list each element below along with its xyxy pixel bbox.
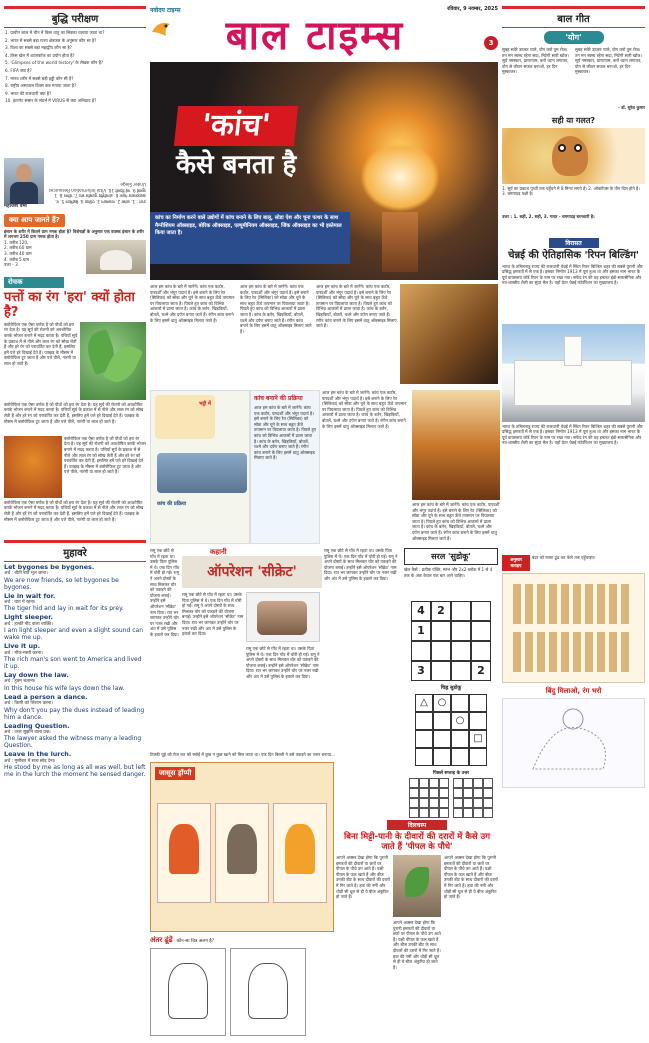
sudoku-rules: खेल कैसे : प्रत्येक पंक्ति, स्तंभ और 2x2 ब्लॉक में 1 से 4 तक के अंक केवल एक बार आने चाहिए। [404,567,493,578]
spot-difference [150,936,334,1040]
story-label: कहानी [210,548,227,556]
sudoku-cell[interactable] [471,621,491,641]
page-number: 3 [484,36,498,50]
process-box [250,390,320,544]
comic-intro [150,752,404,760]
idiom-meaning: अर्थ : हल्की नींद वाला व्यक्ति। [4,621,53,627]
shape-cell[interactable] [433,730,451,748]
hero-caption: कांच का निर्माण करने वाले उद्योगों में कांच बनाने के लिए बालू, सोडा ऐश और चूना पत्थर के साथ मैग्नीशियम ऑक्साइड, बोरिक ऑक्साइड, एल्यूमीनियम ऑक्साइड, जिंक ऑक्साइड का भी इस्तेमाल किया जाता है। [150,212,350,264]
autumn-leaves-photo [4,436,62,498]
idiom-example: In this house his wife lays down the law. [4,684,125,692]
glass-article-cont [322,390,500,544]
dilchasp-section [336,820,498,1040]
idiom-example: I am light sleeper and even a slight sound can wake me up. [4,627,144,642]
answer-cell [473,798,483,808]
shape-cell[interactable] [415,730,433,748]
answer-cell [453,798,463,808]
connect-dots-heading: बिंदु मिलाओ, रंग भरो [545,686,602,695]
comic-strip [150,762,334,932]
idioms-list [4,562,146,779]
idiom-meaning: अर्थ : उत्तर सुझाने वाला प्रश्न। [4,730,51,736]
bird-logo-icon [150,18,174,42]
shape-cell[interactable] [433,712,451,730]
salt-photo [86,240,146,274]
idiom-meaning: अर्थ : बीती बातें भूल जाना। [4,571,48,577]
diagram-label-3: कांच बनाने की प्रक्रिया [254,395,303,402]
peepal-wall-photo [393,855,441,917]
shape-cell[interactable] [451,730,469,748]
author-name: महाजेश वर्मा [4,204,27,209]
hero-quote: 'कांच' [174,106,298,146]
answer-cell [409,808,419,818]
answer-cell [453,808,463,818]
comic-panel-3 [273,803,327,903]
interesting-title: पत्तों का रंग 'हरा' क्यों होता है? [4,289,135,320]
answer-cell [409,798,419,808]
issue-date: रविवार, 9 नवम्बर, 2025 [447,6,498,12]
comic-panels [157,803,327,913]
interesting-body-2 [4,436,146,498]
sudoku-cell[interactable] [451,641,471,661]
idiom-item [4,694,146,721]
idiom-meaning: अर्थ : मुसीबत में साथ छोड़ देना। [4,758,56,764]
story-col-left: रामू एक छोटे से गाँव में रहता था। उसके पिता पुलिस में थे। एक दिन गाँव में चोरी हो गई। रामू ने अपने दोस्तों के साथ मिलकर चोर को पकड़ने की योजना बनाई। उन्होंने इसे ऑपरेशन 'सीक्रेट' नाम दिया। रात भर जागकर उन्होंने चोर पर नजर रखी और अंत में उसे पुलिस के हवाले कर दिया। [150,548,180,637]
true-false-heading: सही या गलत? [551,115,596,125]
sudoku-cell[interactable] [471,601,491,621]
idiom-example: The lawyer asked the witness many a leading Question. [4,735,142,750]
answer-cell [483,808,493,818]
right-column [502,6,645,788]
heritage-label: विरासत [549,238,599,248]
idiom-item [4,593,146,613]
article-col-5: आज हम कांच के बारे में जानेंगे। कांच एक कठोर, पारदर्शी और भंगुर पदार्थ है। इसे बनाने के लिए रेत (सिलिका) को सोडा और चूने के साथ बहुत ऊँचे तापमान पर पिघलाया जाता है। पिघले हुए कांच को विभिन्न आकारों में ढाला जाता है। कांच के बर्तन, खिड़कियाँ, बोतलें, चश्मे और दर्पण बनाए जाते हैं। रंगीन कांच बनाने के लिए इसमें धातु ऑक्साइड मिलाए जाते हैं। [412,502,500,541]
dilchasp-title: बिना मिट्टी-पानी के दीवारों की दरारों में कैसे उग जाते हैं 'पीपल के पौधे' [343,832,491,852]
shape-cell[interactable]: □ [469,730,487,748]
process-box-text: आज हम कांच के बारे में जानेंगे। कांच एक कठोर, पारदर्शी और भंगुर पदार्थ है। इसे बनाने के लिए रेत (सिलिका) को सोडा और चूने के साथ बहुत ऊँचे तापमान पर पिघलाया जाता है। पिघले हुए कांच को विभिन्न आकारों में ढाला जाता है। कांच के बर्तन, खिड़कियाँ, बोतलें, चश्मे और दर्पण बनाए जाते हैं। रंगीन कांच बनाने के लिए इसमें धातु ऑक्साइड मिलाए जाते हैं। [254,405,317,461]
did-you-know-options [4,240,84,274]
article-col-1: आज हम कांच के बारे में जानेंगे। कांच एक कठोर, पारदर्शी और भंगुर पदार्थ है। इसे बनाने के लिए रेत (सिलिका) को सोडा और चूने के साथ बहुत ऊँचे तापमान पर पिघलाया जाता है। पिघले हुए कांच को विभिन्न आकारों में ढाला जाता है। कांच के बर्तन, खिड़कियाँ, बोतलें, चश्मे और दर्पण बनाए जाते हैं। रंगीन कांच बनाने के लिए इसमें धातु ऑक्साइड मिलाए जाते हैं। [150,284,235,323]
idiom-item [4,723,146,750]
spot-image-2 [230,948,306,1036]
dilchasp-label: दिलचस्प [387,820,447,830]
article-col-2: आज हम कांच के बारे में जानेंगे। कांच एक कठोर, पारदर्शी और भंगुर पदार्थ है। इसे बनाने के लिए रेत (सिलिका) को सोडा और चूने के साथ बहुत ऊँचे तापमान पर पिघलाया जाता है। पिघले हुए कांच को विभिन्न आकारों में ढाला जाता है। कांच के बर्तन, खिड़कियाँ, बोतलें, चश्मे और दर्पण बनाए जाते हैं। रंगीन कांच बनाने के लिए इसमें धातु ऑक्साइड मिलाए जाते हैं। [240,284,312,334]
sudoku-cell[interactable] [431,661,451,681]
interesting-body [4,322,146,400]
sudoku-heading: सरल 'सुडोकू' [404,548,498,565]
quiz-question: 2. भारत में सबसे बड़ा राज्य क्षेत्रफल के अनुसार कौन सा है? [5,37,97,43]
shape-cell[interactable]: ○ [451,712,469,730]
idioms-heading: मुहावरे [4,540,146,562]
did-you-know-option: 3. करीब 40 ग्राम [4,250,32,256]
sudoku-cell[interactable] [431,641,451,661]
maze-header [502,555,645,571]
quiz-question: 6. FIFA क्या है? [5,67,32,73]
spot-header [150,936,334,945]
idiom-meaning: अर्थ : हुक्म चलाना। [4,679,36,685]
leaves-photo [80,322,146,400]
hero-title: कैसे बनता है [176,150,297,180]
idiom-meaning: अर्थ : मौज-मस्ती करना। [4,650,43,656]
idiom-example: The tiger hid and lay in wait for its prey. [4,605,124,613]
idiom-meaning: अर्थ : किसी को परेशान करना। [4,701,53,707]
interesting-label: रोचक [4,277,64,288]
interesting-text-1: क्लोरोफिल एक ऐसा वर्णक है जो पौधों को हरा रंग देता है। यह सूर्य की रोशनी को अवशोषित करके भोजन बनाने में मदद करता है। पत्तियाँ सूर्य के प्रकाश में से नीले और लाल रंग को सोख लेती हैं और हरे रंग को परावर्तित कर देती हैं, इसलिए हमें पत्ते हरे दिखाई देते हैं। पतझड़ के मौसम में क्लोरोफिल टूट जाता है और पत्ते पीले, नारंगी या लाल हो जाते हैं। [4,321,78,366]
owl-illustration [502,128,645,184]
interesting-text-3: क्लोरोफिल एक ऐसा वर्णक है जो पौधों को हरा रंग देता है। यह सूर्य की रोशनी को अवशोषित करके भोजन बनाने में मदद करता है। पत्तियाँ सूर्य के प्रकाश में से नीले और लाल रंग को सोख लेती हैं और हरे रंग को परावर्तित कर देती हैं, इसलिए हमें पत्ते हरे दिखाई देते हैं। पतझड़ के मौसम में क्लोरोफिल टूट जाता है और पत्ते पीले, नारंगी या लाल हो जाते हैं। [64,435,146,475]
answer-cell [429,778,439,788]
spot-question: कौन-सा चित्र अलग है? [176,938,215,944]
connect-dots-illustration [502,698,645,788]
comic-title: जासूस ड्रॉप्पी [155,767,195,780]
idiom-example: Why don't you pay the dues instead of leading him a dance. [4,706,145,721]
idiom-phrase: Live it up. [4,642,41,651]
dilchasp-col-2: आपने अक्सर देखा होगा कि पुरानी इमारतों की दीवारों या छतों पर पीपल के पौधे उग आते हैं। पक्षी पीपल के फल खाते हैं और बीज उनकी बीट के साथ दीवारों की दरारों में गिर जाते हैं। हवा की नमी और थोड़ी सी धूल से ही ये बीज अंकुरित हो जाते हैं। [393,920,441,970]
idiom-phrase: Leave in the lurch. [4,750,72,759]
author-photo [4,158,44,204]
answer-grids [404,778,498,818]
quiz-question: 10. इंटरनेट संसार के संदर्भ में VIRUS से क्या अभिप्राय है? [5,98,97,104]
did-you-know-body [4,240,146,274]
sudoku-grid [411,601,491,681]
shape-cell[interactable] [433,748,451,766]
answer-cell [409,788,419,798]
dilchasp-middle [393,855,441,1025]
shapes-grid [415,694,487,766]
did-you-know-option: उत्तर - 3 [4,262,18,268]
story-illustration [246,592,320,642]
did-you-know-text: इंसान के शरीर में कितने ग्राम नमक होता है? विशेषज्ञों के अनुसार एक वयस्क इंसान के शरीर में लगभग 250 ग्राम नमक होता है। [4,228,144,240]
answer-cell [483,788,493,798]
shape-cell[interactable] [451,748,469,766]
shape-cell[interactable] [415,748,433,766]
shape-cell[interactable] [469,712,487,730]
comic-panel-2 [215,803,269,903]
answer-cell [429,788,439,798]
diagram-label-2: कांच की प्रक्रिया [157,501,187,507]
ripon-building-photo [502,324,645,422]
answer-cell [453,778,463,788]
dilchasp-col-3: आपने अक्सर देखा होगा कि पुरानी इमारतों की दीवारों या छतों पर पीपल के पौधे उग आते हैं। पक्षी पीपल के फल खाते हैं और बीज उनकी बीट के साथ दीवारों की दरारों में गिर जाते हैं। हवा की नमी और थोड़ी सी धूल से ही ये बीज अंकुरित हो जाते हैं। [444,855,498,900]
answers-upside-down: उत्तर : 1. कांसा 2. राजस्थान 3. एशिया 4. बैडमिंटन 5. पं. जवाहरलाल नेहरू 6. अंतर्राष्ट्रीय फुटबॉल संघ 7. फीमर 8. 1 जुलाई 9. नई दिल्ली 10. Vital Information Resources Under Siege [48,182,146,204]
answer-cell [463,808,473,818]
interesting-text-2: क्लोरोफिल एक ऐसा वर्णक है जो पौधों को हरा रंग देता है। यह सूर्य की रोशनी को अवशोषित करके भोजन बनाने में मदद करता है। पत्तियाँ सूर्य के प्रकाश में से नीले और लाल रंग को सोख लेती हैं और हरे रंग को परावर्तित कर देती हैं, इसलिए हमें पत्ते हरे दिखाई देते हैं। पतझड़ के मौसम में क्लोरोफिल टूट जाता है और पत्ते पीले, नारंगी या लाल हो जाते हैं। [4,401,144,424]
diagram-label-1: भट्ठी में [199,401,211,407]
answer-cell [419,798,429,808]
idiom-phrase: Let bygones be bygones. [4,562,95,571]
answer-cell [419,788,429,798]
heritage-text: भारत के तमिलनाडु राज्य की राजधानी चेन्नई में स्थित रिपन बिल्डिंग शहर की सबसे पुरानी और प्रसिद्ध इमारतों में से एक है। इसका निर्माण 1913 में पूरा हुआ था और इसका नाम भारत के पूर्व वायसराय लॉर्ड रिपन के नाम पर रखा गया। सफेद रंग की यह इमारत इंडो-सारासेनिक और नव-शास्त्रीय शैली का सुंदर मेल है। यहाँ ग्रेटर चेन्नई कॉर्पोरेशन का मुख्यालय है। [502,263,643,286]
story-col-3: रामू एक छोटे से गाँव में रहता था। उसके पिता पुलिस में थे। एक दिन गाँव में चोरी हो गई। रामू ने अपने दोस्तों के साथ मिलकर चोर को पकड़ने की योजना बनाई। उन्होंने इसे ऑपरेशन 'सीक्रेट' नाम दिया। रात भर जागकर उन्होंने चोर पर नजर रखी और अंत में उसे पुलिस के हवाले कर दिया। [324,548,398,581]
article-col-4: आज हम कांच के बारे में जानेंगे। कांच एक कठोर, पारदर्शी और भंगुर पदार्थ है। इसे बनाने के लिए रेत (सिलिका) को सोडा और चूने के साथ बहुत ऊँचे तापमान पर पिघलाया जाता है। पिघले हुए कांच को विभिन्न आकारों में ढाला जाता है। कांच के बर्तन, खिड़कियाँ, बोतलें, चश्मे और दर्पण बनाए जाते हैं। रंगीन कांच बनाने के लिए इसमें धातु ऑक्साइड मिलाए जाते हैं। [322,390,407,429]
idiom-phrase: Lead a person a dance. [4,692,88,701]
shape-cell[interactable] [451,694,469,712]
answer-cell [473,788,483,798]
maze-illustration [502,573,645,683]
answer-cell [409,778,419,788]
machine-shape [157,453,247,493]
answer-cell [439,808,449,818]
brand-name: नवोदय टाइम्स [150,7,181,14]
maze-text: बंदर को रास्ता ढूंढ कर केले तक पहुँचाइए। [532,554,596,560]
idiom-item [4,672,146,692]
sudoku-cell[interactable]: 2 [471,661,491,681]
answer-cell [439,778,449,788]
idiom-phrase: Light sleeper. [4,613,53,622]
sudoku-cell[interactable] [431,621,451,641]
comic-intro-text: टिक्की चूहे को रोज रात को रसोई में कुछ न कुछ खाने को मिल जाता था। एक दिन बिल्ली ने उसे पकड़ने का प्लान बनाया... [150,752,335,757]
quiz-question: 1. प्राचीन काल में चीन में किस धातु का सिक्का चलाया जाता था? [5,30,105,35]
shape-cell[interactable] [469,748,487,766]
poem-col-2: सुबह सवेरे उठकर प्यारे, योग करो तुम रोज। तन मन स्वस्थ रहेगा सदा, मिटेगी सारी खोज। सूर्य नमस्कार, प्राणायाम, करो ध्यान लगाकर, योग से जीवन सफल बनाओ, हर दिन मुस्काकर। [575,47,642,75]
left-column [4,6,146,780]
answer-grid-2 [453,778,493,818]
sudoku-cell[interactable] [451,621,471,641]
story-title: ऑपरेशन 'सीक्रेट' [182,556,322,588]
sudoku-cell[interactable] [451,601,471,621]
heritage-title: चेन्नई की ऐतिहासिक 'रिपन बिल्डिंग' [508,249,639,261]
heritage-text-2: भारत के तमिलनाडु राज्य की राजधानी चेन्नई में स्थित रिपन बिल्डिंग शहर की सबसे पुरानी और प्रसिद्ध इमारतों में से एक है। इसका निर्माण 1913 में पूरा हुआ था और इसका नाम भारत के पूर्व वायसराय लॉर्ड रिपन के नाम पर रखा गया। सफेद रंग की यह इमारत इंडो-सारासेनिक और नव-शास्त्रीय शैली का सुंदर मेल है। यहाँ ग्रेटर चेन्नई कॉर्पोरेशन का मुख्यालय है। [502,423,643,446]
idiom-item [4,751,146,778]
spot-images [150,948,334,1036]
poem-title: 'योग' [544,31,604,44]
quiz-question: 4. किस खेल में शटलकॉक का प्रयोग होता है? [5,52,75,58]
glassblowing-photo [400,284,498,384]
interesting-text-4: क्लोरोफिल एक ऐसा वर्णक है जो पौधों को हरा रंग देता है। यह सूर्य की रोशनी को अवशोषित करके भोजन बनाने में मदद करता है। पत्तियाँ सूर्य के प्रकाश में से नीले और लाल रंग को सोख लेती हैं और हरे रंग को परावर्तित कर देती हैं, इसलिए हमें पत्ते हरे दिखाई देते हैं। पतझड़ के मौसम में क्लोरोफिल टूट जाता है और पत्ते पीले, नारंगी या लाल हो जाते हैं। [4,499,144,522]
shape-cell[interactable]: ○ [433,694,451,712]
sudoku-cell[interactable]: 2 [431,601,451,621]
glass-rod [382,212,418,272]
answer-cell [419,808,429,818]
quiz-question: 5. 'Glimpses of the world history' के लेखक कौन हैं? [5,60,104,66]
answer-cell [439,798,449,808]
idiom-phrase: Leading Question. [4,721,70,730]
answer-cell [429,808,439,818]
did-you-know-option: 2. करीब 60 ग्राम [4,245,32,251]
idiom-meaning: अर्थ : घात में रहना। [4,600,36,605]
spot-label: अंतर ढूंढें [150,936,173,944]
answer-grid-1 [409,778,449,818]
quiz-question: 9. भारत की राजधानी क्या है? [5,90,52,96]
idiom-example: He stood by me as long as all was well, but left me in the lurch the moment he sensed danger. [4,764,146,779]
sudoku-cell[interactable] [471,641,491,661]
poem-heading: बाल गीत [502,6,645,28]
idiom-example: The rich man's son went to America and lived it up. [4,656,142,671]
shape-cell[interactable] [415,712,433,730]
quiz-question: 3. विश्व का सबसे बड़ा महाद्वीप कौन सा है? [5,45,72,51]
idiom-item [4,614,146,641]
masthead [150,6,498,60]
answer-cell [473,808,483,818]
shape-cell[interactable] [469,694,487,712]
sudoku-cell[interactable]: 4 [411,601,431,621]
did-you-know-option: 4. करीब 5 ग्राम [4,256,30,262]
true-false-answer: उत्तर : 1. सही, 2. सही, 3. गलत - चमगादड़ स्तनधारी है। [502,213,595,219]
answer-cell [463,798,473,808]
answer-cell [463,778,473,788]
quiz-question: 7. मानव शरीर में सबसे बड़ी हड्डी कौन सी है? [5,75,74,81]
sudoku-cell[interactable] [411,641,431,661]
quiz-list [4,28,146,156]
idiom-item [4,564,146,591]
idiom-phrase: Lay down the law. [4,671,69,680]
answer-cell [429,798,439,808]
poem-author: – डॉ. सुरेश कुमार [617,105,645,110]
answer-cell [483,778,493,788]
poem-col-1: सुबह सवेरे उठकर प्यारे, योग करो तुम रोज। तन मन स्वस्थ रहेगा सदा, मिटेगी सारी खोज। सूर्य नमस्कार, प्राणायाम, करो ध्यान लगाकर, योग से जीवन सफल बनाओ, हर दिन मुस्काकर। [502,47,569,75]
quiz-question: 8. राष्ट्रीय अस्पताल दिवस कब मनाया जाता है? [5,83,77,89]
did-you-know-option: 1. करीब 120, [4,239,29,245]
answer-cell [483,798,493,808]
idiom-example: We are now friends, so let bygones be bygones. [4,576,119,591]
shape-cell[interactable]: △ [415,694,433,712]
masthead-title: बाल टाइम्स [225,12,405,59]
comic-panel-1 [157,803,211,903]
author-block [4,158,146,204]
poem-body [502,47,645,105]
article-col-3: आज हम कांच के बारे में जानेंगे। कांच एक कठोर, पारदर्शी और भंगुर पदार्थ है। इसे बनाने के लिए रेत (सिलिका) को सोडा और चूने के साथ बहुत ऊँचे तापमान पर पिघलाया जाता है। पिघले हुए कांच को विभिन्न आकारों में ढाला जाता है। कांच के बर्तन, खिड़कियाँ, बोतलें, चश्मे और दर्पण बनाए जाते हैं। रंगीन कांच बनाने के लिए इसमें धातु ऑक्साइड मिलाए जाते हैं। [316,284,397,329]
spot-image-1 [150,948,226,1036]
story-col-1: रामू एक छोटे से गाँव में रहता था। उसके पिता पुलिस में थे। एक दिन गाँव में चोरी हो गई। रामू ने अपने दोस्तों के साथ मिलकर चोर को पकड़ने की योजना बनाई। उन्होंने इसे ऑपरेशन 'सीक्रेट' नाम दिया। रात भर जागकर उन्होंने चोर पर नजर रखी और अंत में उसे पुलिस के हवाले कर दिया। [182,592,244,637]
answer-cell [463,788,473,798]
did-you-know-heading: क्या आप जानते हैं? [4,214,65,227]
shapes-heading: चिह्न सुडोकू [440,685,462,691]
answer-cell [453,788,463,798]
sudoku-section [404,548,498,818]
sudoku-cell[interactable]: 3 [411,661,431,681]
true-false-text: 1. सूर्य का प्रकाश पृथ्वी तक पहुँचने में 8 मिनट लगते हैं। 2. ऑक्टोपस के तीन दिल होते हैं। 3. चमगादड़ पक्षी है। [502,185,640,197]
process-diagram [150,390,250,544]
answer-cell [419,778,429,788]
dilchasp-body [336,855,498,1025]
maze-label: अनुसार बताइए [502,555,530,571]
sudoku-cell[interactable] [451,661,471,681]
story-col-2: रामू एक छोटे से गाँव में रहता था। उसके पिता पुलिस में थे। एक दिन गाँव में चोरी हो गई। रामू ने अपने दोस्तों के साथ मिलकर चोर को पकड़ने की योजना बनाई। उन्होंने इसे ऑपरेशन 'सीक्रेट' नाम दिया। रात भर जागकर उन्होंने चोर पर नजर रखी और अंत में उसे पुलिस के हवाले कर दिया। [246,646,320,679]
quiz-heading: बुद्धि परीक्षण [4,6,146,28]
dilchasp-col-1: आपने अक्सर देखा होगा कि पुरानी इमारतों की दीवारों या छतों पर पीपल के पौधे उग आते हैं। पक्षी पीपल के फल खाते हैं और बीज उनकी बीट के साथ दीवारों की दरारों में गिर जाते हैं। हवा की नमी और थोड़ी सी धूल से ही ये बीज अंकुरित हो जाते हैं। [336,855,390,900]
answer-cell [473,778,483,788]
idiom-phrase: Lie in wait for. [4,591,56,600]
sudoku-cell[interactable]: 1 [411,621,431,641]
answers-label: पिछले सप्ताह के उत्तर [432,771,470,776]
did-you-know-header [4,214,146,227]
glass-bottles-photo [412,390,500,500]
answer-cell [439,788,449,798]
idiom-item [4,643,146,670]
